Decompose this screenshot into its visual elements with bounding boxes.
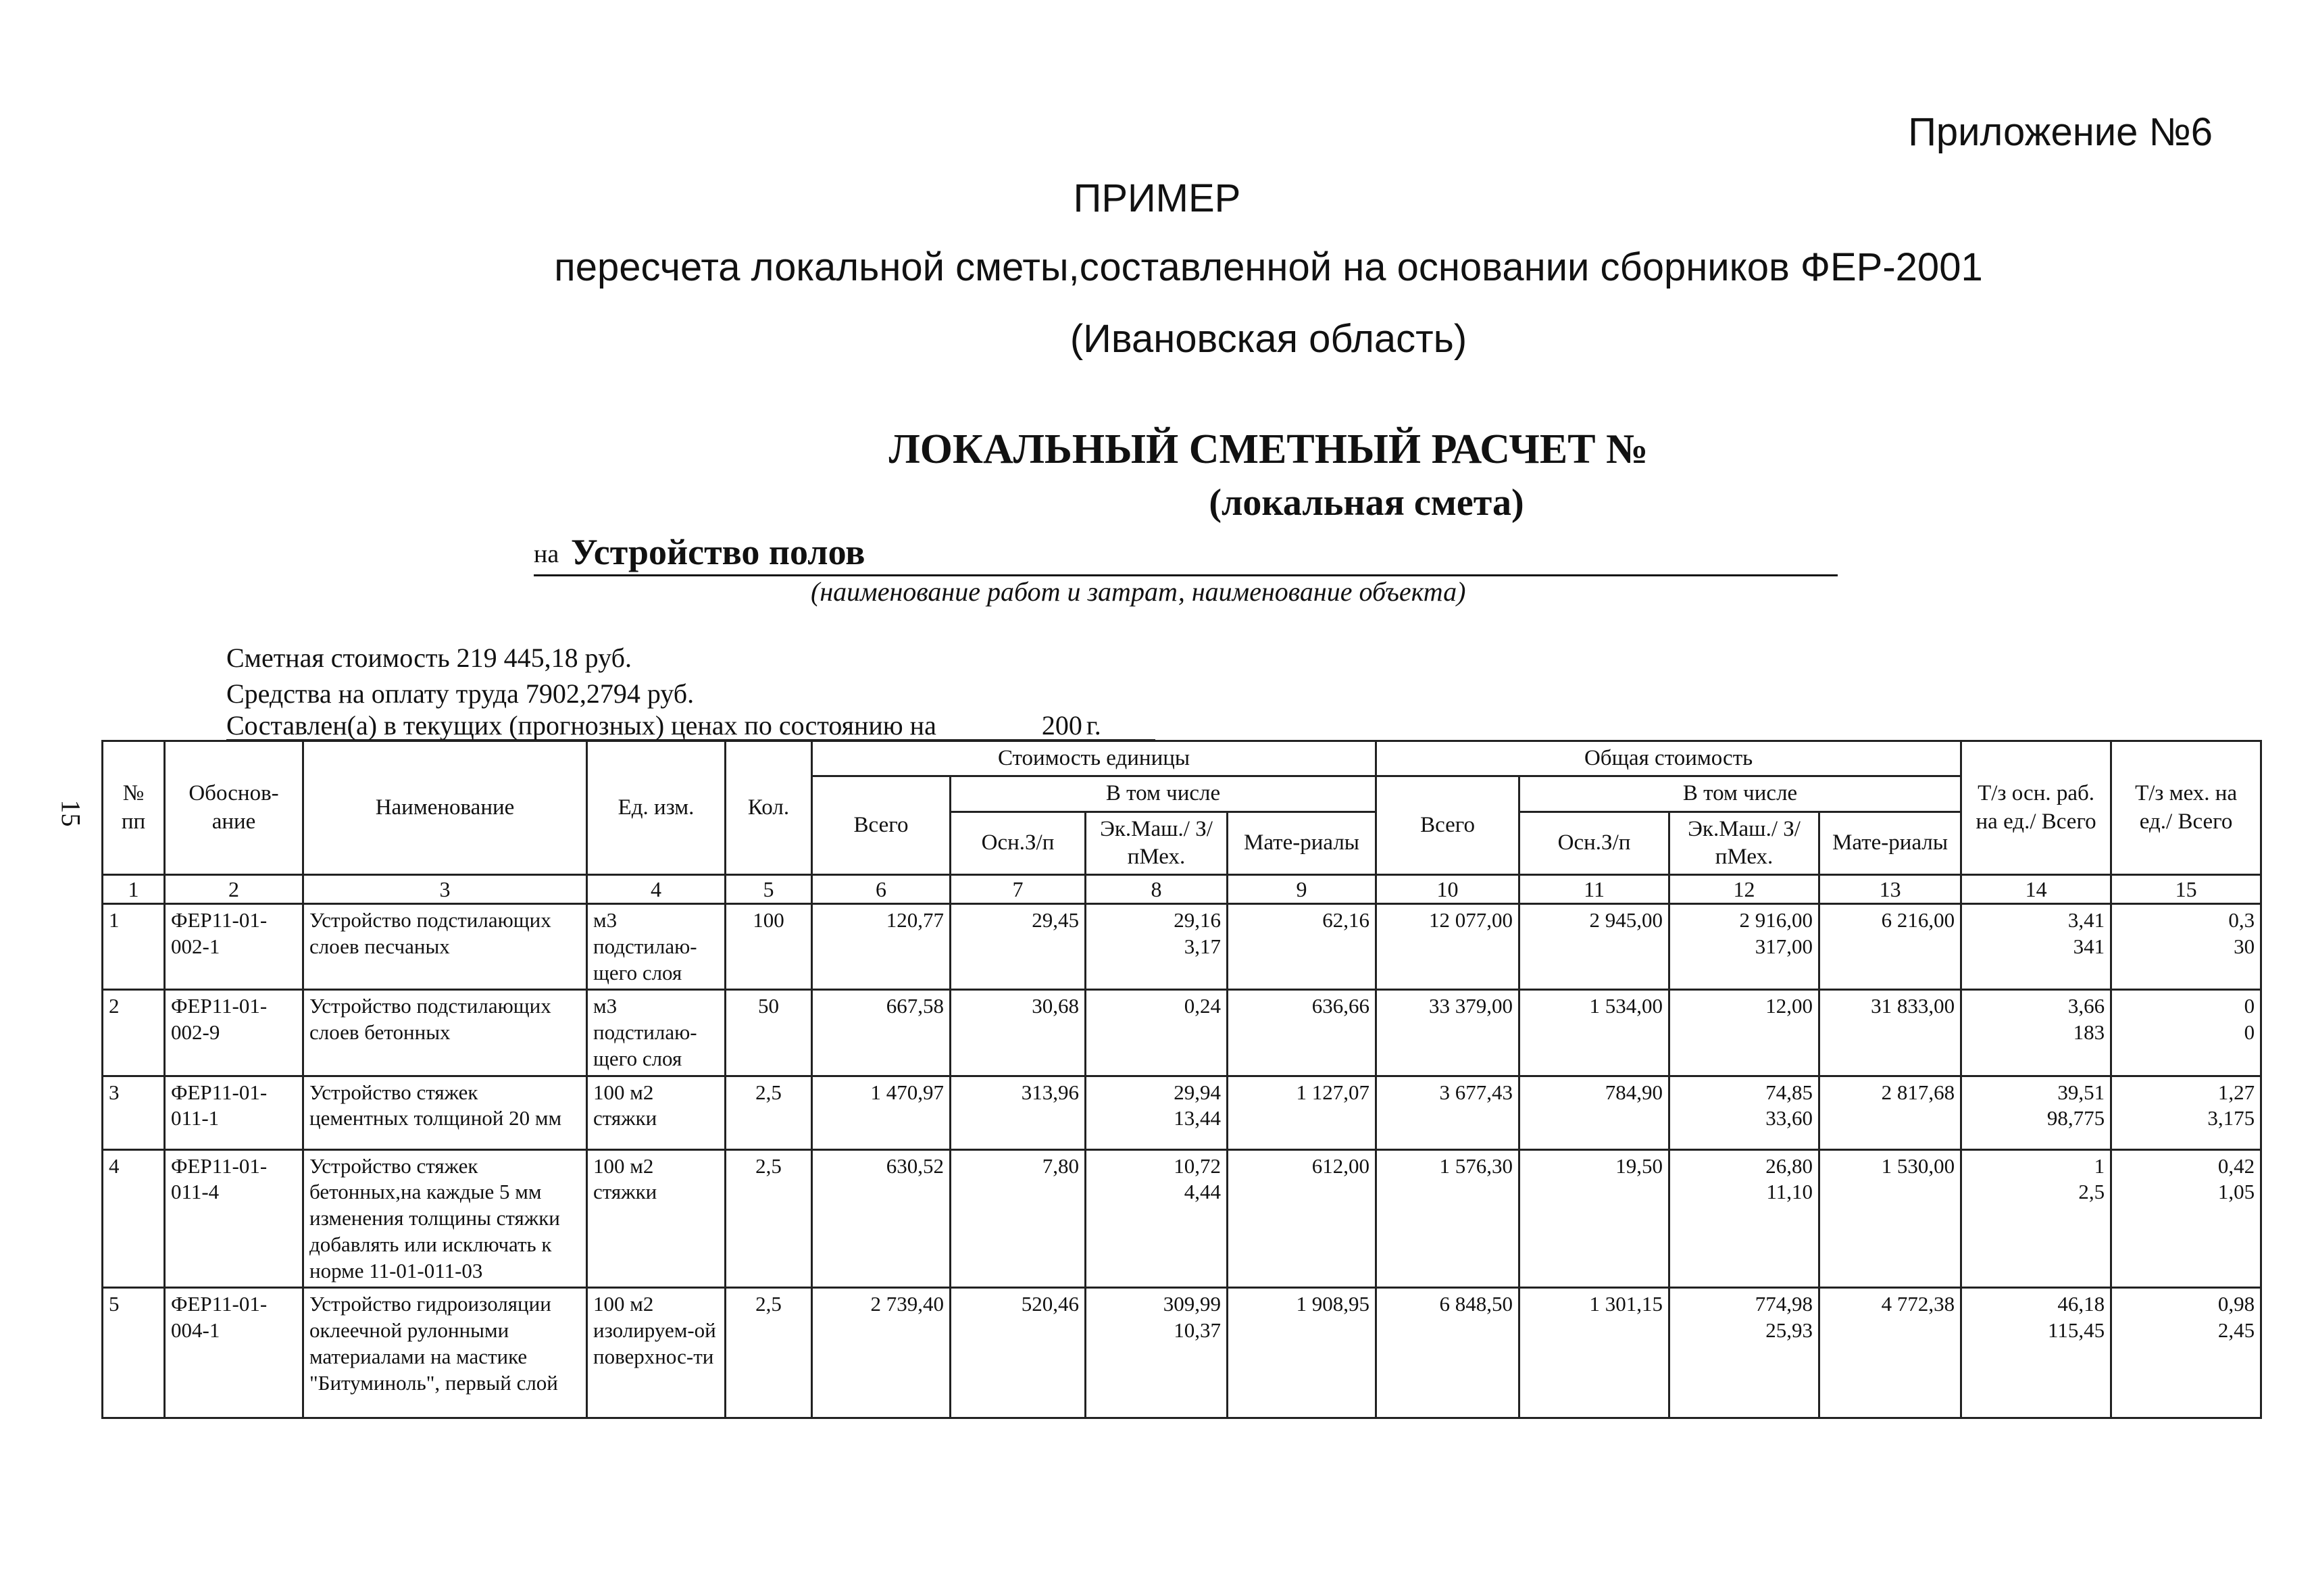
row-overall-wage: 784,90 (1519, 1076, 1669, 1149)
header-basis: Обоснов-ание (165, 741, 303, 875)
row-qty: 2,5 (726, 1149, 812, 1288)
row-overall-machines (1669, 1076, 1819, 1149)
row-labor-mech (2111, 990, 2261, 1076)
row-unit-machines (1086, 1288, 1228, 1418)
row-unit-materials: 612,00 (1228, 1149, 1376, 1288)
machines-value: 309,99 (1163, 1292, 1221, 1316)
labor-unit: 3,66 (2067, 994, 2105, 1018)
column-number: 6 (812, 875, 951, 904)
estimate-table (101, 740, 2262, 1419)
header-overall-including: В том числе (1519, 776, 1961, 812)
row-unit-total: 630,52 (812, 1149, 951, 1288)
row-overall-machines (1669, 1149, 1819, 1288)
table-row (103, 1076, 2261, 1149)
column-number: 14 (1961, 875, 2111, 904)
mech-total: 1,05 (2217, 1180, 2255, 1204)
mech-total: 3,175 (2207, 1106, 2255, 1130)
column-number: 15 (2111, 875, 2261, 904)
machines-wage-value: 4,44 (1184, 1180, 1221, 1204)
header-unit: Ед. изм. (587, 741, 726, 875)
table-row (103, 990, 2261, 1076)
header-overall-materials: Мате-риалы (1819, 812, 1961, 875)
appendix-label: Приложение №6 (1908, 110, 2213, 154)
machines-value: 10,72 (1174, 1153, 1221, 1178)
header-unit-machines: Эк.Маш./ З/пМех. (1086, 812, 1228, 875)
estimate-subtitle: (локальная смета) (1209, 482, 1524, 524)
row-unit-total: 2 739,40 (812, 1288, 951, 1418)
row-number: 4 (103, 1149, 165, 1288)
table-row (103, 1149, 2261, 1288)
row-unit-total: 120,77 (812, 904, 951, 990)
row-overall-wage: 2 945,00 (1519, 904, 1669, 990)
row-unit: 100 м2 стяжки (587, 1076, 726, 1149)
row-labor-main (1961, 990, 2111, 1076)
machines-wage-value: 33,60 (1765, 1106, 1813, 1130)
region-label: (Ивановская область) (1070, 317, 1467, 361)
row-unit-machines (1086, 990, 1228, 1076)
mech-unit: 0 (2244, 994, 2255, 1018)
row-name: Устройство подстилающих слоев бетонных (303, 990, 587, 1076)
column-number-row (103, 875, 2261, 904)
machines-wage-value: 317,00 (1755, 934, 1813, 958)
estimate-title: ЛОКАЛЬНЫЙ СМЕТНЫЙ РАСЧЕТ № (888, 426, 1649, 472)
row-name: Устройство стяжек бетонных,на каждые 5 мм изменения толщины стяжки добавлять или исключать к норме 11-01-011-03 (303, 1149, 587, 1288)
row-unit-wage: 7,80 (951, 1149, 1086, 1288)
row-labor-mech (2111, 1076, 2261, 1149)
row-unit: м3 подстилаю-щего слоя (587, 990, 726, 1076)
header-qty: Кол. (726, 741, 812, 875)
column-number: 4 (587, 875, 726, 904)
row-qty: 2,5 (726, 1288, 812, 1418)
machines-wage-value: 25,93 (1765, 1318, 1813, 1342)
header-unit-cost: Стоимость единицы (812, 741, 1376, 776)
row-overall-total: 33 379,00 (1376, 990, 1519, 1076)
row-overall-materials: 1 530,00 (1819, 1149, 1961, 1288)
object-prefix: на (534, 540, 559, 568)
row-qty: 100 (726, 904, 812, 990)
row-unit-materials: 1 908,95 (1228, 1288, 1376, 1418)
row-labor-mech (2111, 1149, 2261, 1288)
machines-value: 74,85 (1765, 1080, 1813, 1104)
row-name: Устройство подстилающих слоев песчаных (303, 904, 587, 990)
labor-total: 183 (2073, 1020, 2105, 1044)
row-unit: м3 подстилаю-щего слоя (587, 904, 726, 990)
row-number: 2 (103, 990, 165, 1076)
row-unit-wage: 29,45 (951, 904, 1086, 990)
column-number: 2 (165, 875, 303, 904)
prices-year: 200 (1041, 710, 1082, 741)
machines-value: 2 916,00 (1739, 908, 1813, 932)
column-number: 9 (1228, 875, 1376, 904)
object-line (534, 527, 1838, 576)
object-name: Устройство полов (571, 532, 865, 572)
header-overall-wage: Осн.З/п (1519, 812, 1669, 875)
row-basis: ФЕР11-01-011-4 (165, 1149, 303, 1288)
labor-total: 341 (2073, 934, 2105, 958)
row-overall-machines (1669, 904, 1819, 990)
column-number: 12 (1669, 875, 1819, 904)
column-number: 8 (1086, 875, 1228, 904)
row-unit: 100 м2 стяжки (587, 1149, 726, 1288)
row-unit-wage: 313,96 (951, 1076, 1086, 1149)
row-number: 3 (103, 1076, 165, 1149)
row-overall-materials: 31 833,00 (1819, 990, 1961, 1076)
header-overall-total: Всего (1376, 776, 1519, 875)
row-overall-wage: 19,50 (1519, 1149, 1669, 1288)
row-unit-total: 1 470,97 (812, 1076, 951, 1149)
header-unit-wage: Осн.З/п (951, 812, 1086, 875)
column-number: 1 (103, 875, 165, 904)
header-unit-materials: Мате-риалы (1228, 812, 1376, 875)
row-overall-total: 6 848,50 (1376, 1288, 1519, 1418)
header-total-cost: Общая стоимость (1376, 741, 1961, 776)
row-name: Устройство гидроизоляции оклеечной рулонными материалами на мастике "Битуминоль", первый слой (303, 1288, 587, 1418)
table-row (103, 904, 2261, 990)
machines-value: 0,24 (1184, 994, 1221, 1018)
row-overall-wage: 1 534,00 (1519, 990, 1669, 1076)
blank-field (940, 715, 1035, 741)
labor-total: 2,5 (2078, 1180, 2105, 1204)
row-overall-materials: 4 772,38 (1819, 1288, 1961, 1418)
row-qty: 50 (726, 990, 812, 1076)
mech-unit: 0,42 (2217, 1153, 2255, 1178)
row-unit-materials: 1 127,07 (1228, 1076, 1376, 1149)
header-overall-machines: Эк.Маш./ З/пМех. (1669, 812, 1819, 875)
table-row (103, 1288, 2261, 1418)
mech-total: 30 (2234, 934, 2255, 958)
header-name: Наименование (303, 741, 587, 875)
row-basis: ФЕР11-01-002-9 (165, 990, 303, 1076)
document-subtitle: пересчета локальной сметы,составленной на основании сборников ФЕР-2001 (554, 245, 1983, 289)
estimated-cost-line: Сметная стоимость 219 445,18 руб. (226, 643, 632, 673)
mech-unit: 1,27 (2217, 1080, 2255, 1104)
row-qty: 2,5 (726, 1076, 812, 1149)
row-labor-mech (2111, 904, 2261, 990)
example-heading: ПРИМЕР (1073, 176, 1241, 220)
labor-cost-line: Средства на оплату труда 7902,2794 руб. (226, 678, 695, 709)
row-unit-machines (1086, 1149, 1228, 1288)
row-overall-wage: 1 301,15 (1519, 1288, 1669, 1418)
labor-unit: 39,51 (2057, 1080, 2105, 1104)
machines-value: 29,16 (1174, 908, 1221, 932)
object-caption: (наименование работ и затрат, наименование объекта) (811, 576, 1466, 607)
row-labor-main (1961, 904, 2111, 990)
machines-wage-value: 3,17 (1184, 934, 1221, 958)
row-overall-materials: 2 817,68 (1819, 1076, 1961, 1149)
mech-unit: 0,98 (2217, 1292, 2255, 1316)
row-unit-total: 667,58 (812, 990, 951, 1076)
row-unit-materials: 636,66 (1228, 990, 1376, 1076)
column-number: 11 (1519, 875, 1669, 904)
mech-total: 0 (2244, 1020, 2255, 1044)
row-number: 1 (103, 904, 165, 990)
machines-value: 12,00 (1765, 994, 1813, 1018)
machines-value: 774,98 (1755, 1292, 1813, 1316)
row-unit: 100 м2 изолируем-ой поверхнос-ти (587, 1288, 726, 1418)
row-number: 5 (103, 1288, 165, 1418)
row-labor-main (1961, 1149, 2111, 1288)
machines-wage-value: 11,10 (1766, 1180, 1813, 1204)
machines-value: 29,94 (1174, 1080, 1221, 1104)
row-unit-machines (1086, 1076, 1228, 1149)
header-unit-including: В том числе (951, 776, 1376, 812)
row-labor-main (1961, 1076, 2111, 1149)
header-labor-main: Т/з осн. раб. на ед./ Всего (1961, 741, 2111, 875)
row-unit-machines (1086, 904, 1228, 990)
column-number: 3 (303, 875, 587, 904)
header-num: № пп (103, 741, 165, 875)
row-overall-total: 1 576,30 (1376, 1149, 1519, 1288)
row-unit-materials: 62,16 (1228, 904, 1376, 990)
row-labor-mech (2111, 1288, 2261, 1418)
row-overall-materials: 6 216,00 (1819, 904, 1961, 990)
row-overall-machines (1669, 990, 1819, 1076)
page-number: 15 (55, 799, 86, 827)
mech-total: 2,45 (2217, 1318, 2255, 1342)
row-basis: ФЕР11-01-004-1 (165, 1288, 303, 1418)
row-overall-total: 12 077,00 (1376, 904, 1519, 990)
prices-year-suffix: г. (1086, 710, 1101, 741)
machines-wage-value: 10,37 (1174, 1318, 1221, 1342)
row-overall-total: 3 677,43 (1376, 1076, 1519, 1149)
row-basis: ФЕР11-01-002-1 (165, 904, 303, 990)
machines-value: 26,80 (1765, 1153, 1813, 1178)
row-overall-machines (1669, 1288, 1819, 1418)
column-number: 13 (1819, 875, 1961, 904)
prices-line-text: Составлен(а) в текущих (прогнозных) ценах по состоянию на (226, 710, 936, 741)
header-labor-mech: Т/з мех. на ед./ Всего (2111, 741, 2261, 875)
column-number: 10 (1376, 875, 1519, 904)
column-number: 7 (951, 875, 1086, 904)
labor-unit: 3,41 (2067, 908, 2105, 932)
header-unit-total: Всего (812, 776, 951, 875)
row-unit-wage: 520,46 (951, 1288, 1086, 1418)
labor-unit: 1 (2094, 1153, 2105, 1178)
row-labor-main (1961, 1288, 2111, 1418)
labor-unit: 46,18 (2057, 1292, 2105, 1316)
mech-unit: 0,3 (2228, 908, 2255, 932)
labor-total: 98,775 (2046, 1106, 2105, 1130)
column-number: 5 (726, 875, 812, 904)
row-basis: ФЕР11-01-011-1 (165, 1076, 303, 1149)
labor-total: 115,45 (2047, 1318, 2105, 1342)
prices-date-line (226, 709, 1101, 741)
machines-wage-value: 13,44 (1174, 1106, 1221, 1130)
row-name: Устройство стяжек цементных толщиной 20 мм (303, 1076, 587, 1149)
row-unit-wage: 30,68 (951, 990, 1086, 1076)
